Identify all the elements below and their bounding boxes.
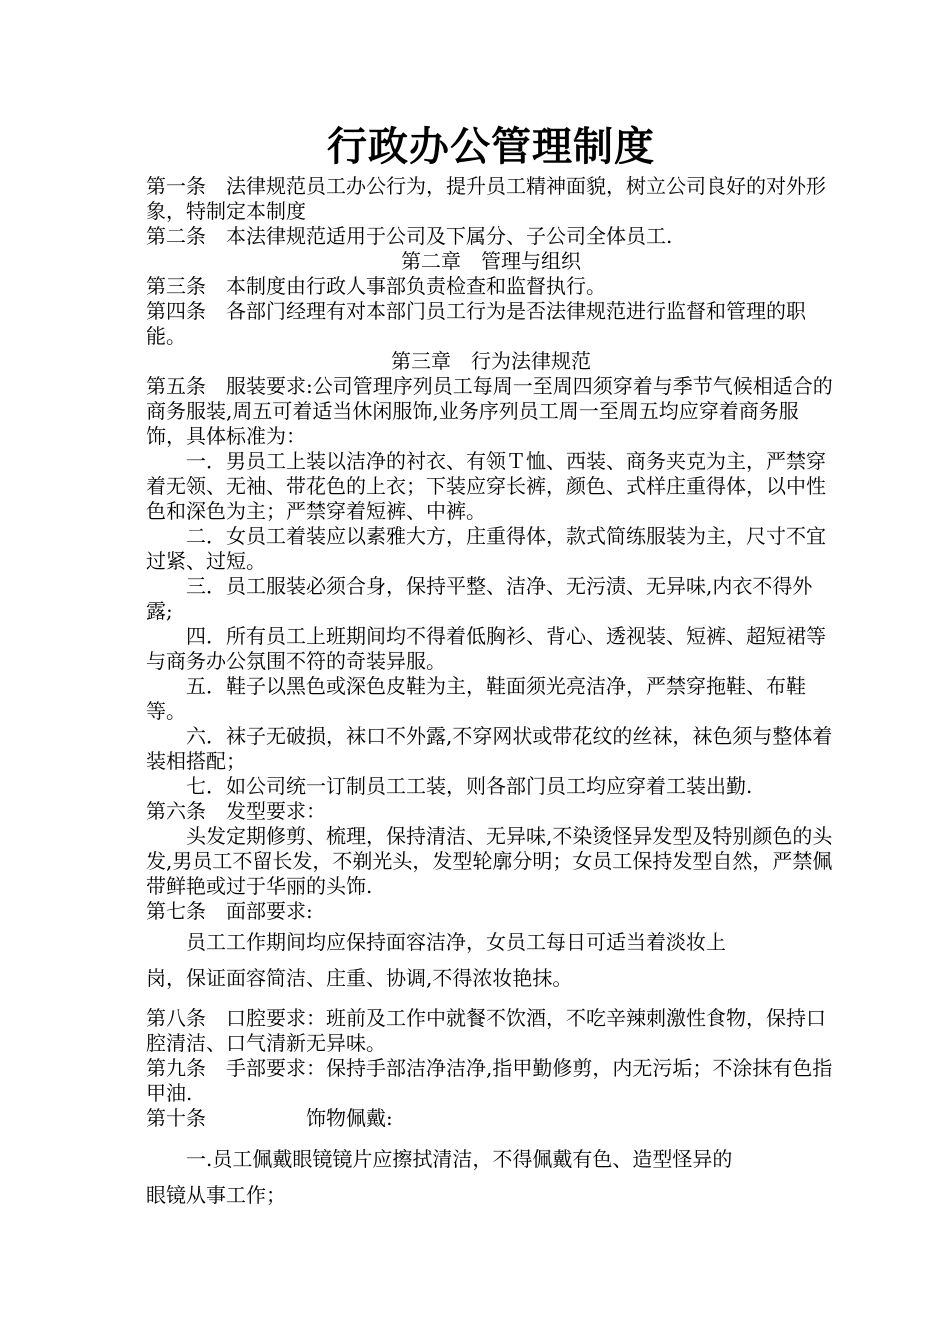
- article-5-item-7: 七．如公司统一订制员工工装，则各部门员工均应穿着工装出勤.: [186, 774, 753, 798]
- document-title: 行政办公管理制度: [327, 123, 655, 170]
- article-5-item-2: 二．女员工着装应以素雅大方，庄重得体，款式简练服装为主，尺寸不宜过紧、过短。: [146, 524, 826, 573]
- article-6-body: 头发定期修剪、梳理，保持清洁、无异味,不染烫怪异发型及特别颜色的头发,男员工不留长发，不剃光头，发型轮廓分明；女员工保持发型自然，严禁佩带鲜艳或过于华丽的头饰.: [146, 824, 833, 898]
- article-6: 第六条 发型要求：: [146, 799, 326, 823]
- article-4: 第四条 各部门经理有对本部门员工行为是否法律规范进行监督和管理的职能。: [146, 299, 806, 348]
- article-5-item-5: 五．鞋子以黑色或深色皮鞋为主，鞋面须光亮洁净，严禁穿拖鞋、布鞋等。: [146, 674, 806, 723]
- article-10-item-1-line-2: 眼镜从事工作；: [146, 1183, 286, 1207]
- chapter-3-heading: 第三章 行为法律规范: [391, 349, 591, 373]
- article-7: 第七条 面部要求:: [146, 899, 313, 923]
- article-10-item-1-line-1: 一.员工佩戴眼镜镜片应擦拭清洁，不得佩戴有色、造型怪异的: [186, 1147, 733, 1171]
- chapter-2-heading: 第二章 管理与组织: [401, 249, 581, 273]
- article-10: [146, 1106, 836, 1131]
- article-5-item-6: 六．袜子无破损，袜口不外露,不穿网状或带花纹的丝袜，袜色须与整体着装相搭配；: [146, 724, 833, 773]
- article-2: 第二条 本法律规范适用于公司及下属分、子公司全体员工.: [146, 224, 673, 248]
- article-5-item-4: 四．所有员工上班期间均不得着低胸衫、背心、透视装、短裤、超短裙等与商务办公氛围不符的奇装异服。: [146, 624, 826, 673]
- article-10-label: 第十条: [146, 1106, 206, 1130]
- article-5-item-1: 一．男员工上装以洁净的衬衣、有领Ｔ恤、西装、商务夹克为主，严禁穿着无领、无袖、带花色的上衣；下装应穿长裤，颜色、式样庄重得体，以中性色和深色为主；严禁穿着短裤、中裤。: [146, 449, 826, 523]
- article-1: 第一条 法律规范员工办公行为，提升员工精神面貌，树立公司良好的对外形象，特制定本制度: [146, 174, 826, 223]
- article-5: 第五条 服装要求:公司管理序列员工每周一至周四须穿着与季节气候相适合的商务服装,周五可着适当休闲服饰,业务序列员工周一至周五均应穿着商务服饰，具体标准为：: [146, 374, 833, 448]
- article-7-body-line-1: 员工工作期间均应保持面容洁净，女员工每日可适当着淡妆上: [186, 930, 726, 954]
- article-5-item-3: 三．员工服装必须合身，保持平整、洁净、无污渍、无异味,内衣不得外露;: [146, 574, 813, 623]
- document-page: [146, 120, 836, 1213]
- article-7-body-line-2: 岗，保证面容简洁、庄重、协调,不得浓妆艳抹。: [146, 966, 573, 990]
- article-8: 第八条 口腔要求：班前及工作中就餐不饮酒，不吃辛辣刺激性食物，保持口腔清洁、口气清新无异味。: [146, 1006, 826, 1055]
- article-10-text: 饰物佩戴:: [306, 1106, 393, 1130]
- article-9: 第九条 手部要求：保持手部洁净洁净,指甲勤修剪，内无污垢；不涂抹有色指甲油.: [146, 1056, 833, 1105]
- article-3: 第三条 本制度由行政人事部负责检查和监督执行。: [146, 274, 606, 298]
